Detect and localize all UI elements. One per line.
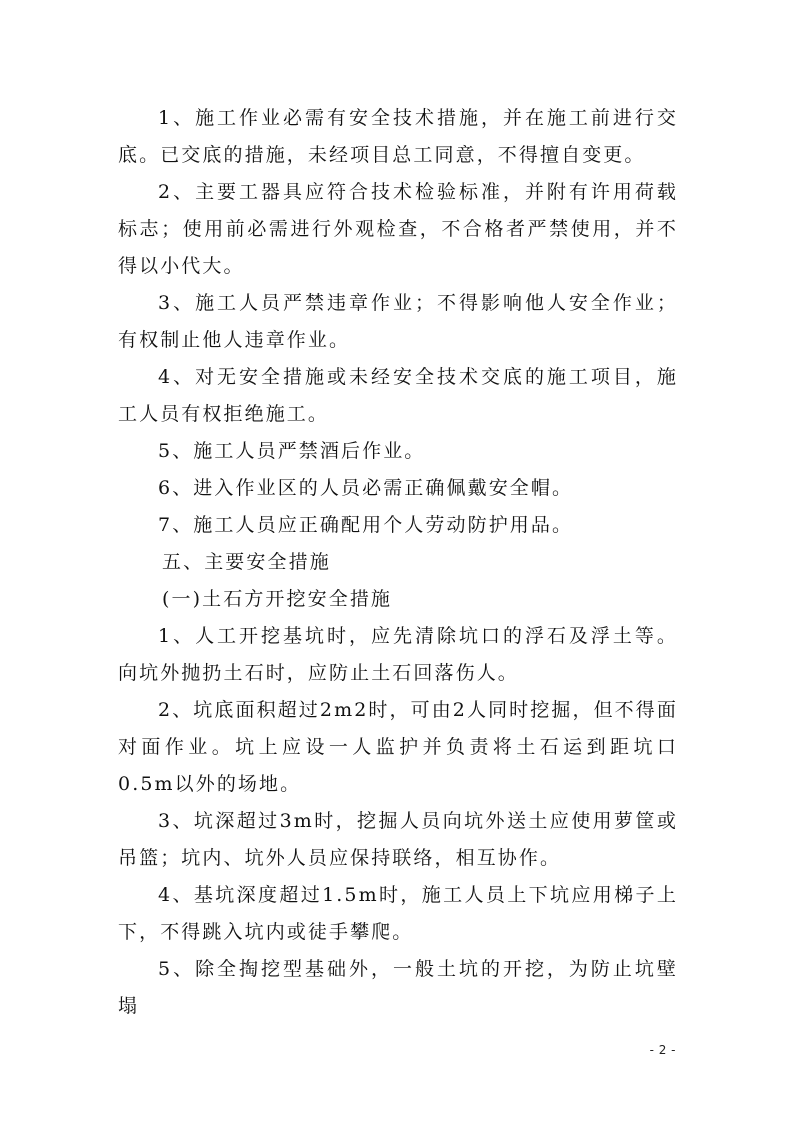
paragraph-7: 7、施工人员应正确配用个人劳动防护用品。 (158, 514, 574, 536)
paragraph-1: 1、施工作业必需有安全技术措施，并在施工前进行交底。已交底的措施，未经项目总工同意，不得擅自变更。 (118, 107, 678, 166)
page-number: - 2 - (649, 1043, 676, 1057)
subsection-heading: (一)土石方开挖安全措施 (162, 588, 393, 610)
paragraph-10: 3、坑深超过3m时，挖掘人员向坑外送土应使用萝筐或吊篮；坑内、坑外人员应保持联络，相互协作。 (118, 810, 678, 869)
paragraph-12: 5、除全掏挖型基础外，一般土坑的开挖，为防止坑壁塌 (118, 958, 678, 1017)
body-text (118, 100, 678, 1025)
paragraph-8: 1、人工开挖基坑时，应先清除坑口的浮石及浮土等。向坑外抛扔土石时，应防止土石回落伤人。 (118, 625, 678, 684)
paragraph-11: 4、基坑深度超过1.5m时，施工人员上下坑应用梯子上下，不得跳入坑内或徒手攀爬。 (118, 884, 678, 943)
paragraph-9: 2、坑底面积超过2m2时，可由2人同时挖掘，但不得面对面作业。坑上应设一人监护并负责将土石运到距坑口0.5m以外的场地。 (118, 699, 678, 795)
paragraph-5: 5、施工人员严禁酒后作业。 (158, 440, 426, 462)
paragraph-6: 6、进入作业区的人员必需正确佩戴安全帽。 (158, 477, 574, 499)
paragraph-4: 4、对无安全措施或未经安全技术交底的施工项目，施工人员有权拒绝施工。 (118, 366, 678, 425)
paragraph-2: 2、主要工器具应符合技术检验标准，并附有许用荷载标志；使用前必需进行外观检查，不合格者严禁使用，并不得以小代大。 (118, 181, 678, 277)
paragraph-3: 3、施工人员严禁违章作业；不得影响他人安全作业；有权制止他人违章作业。 (118, 292, 678, 351)
section-heading: 五、主要安全措施 (162, 551, 331, 573)
